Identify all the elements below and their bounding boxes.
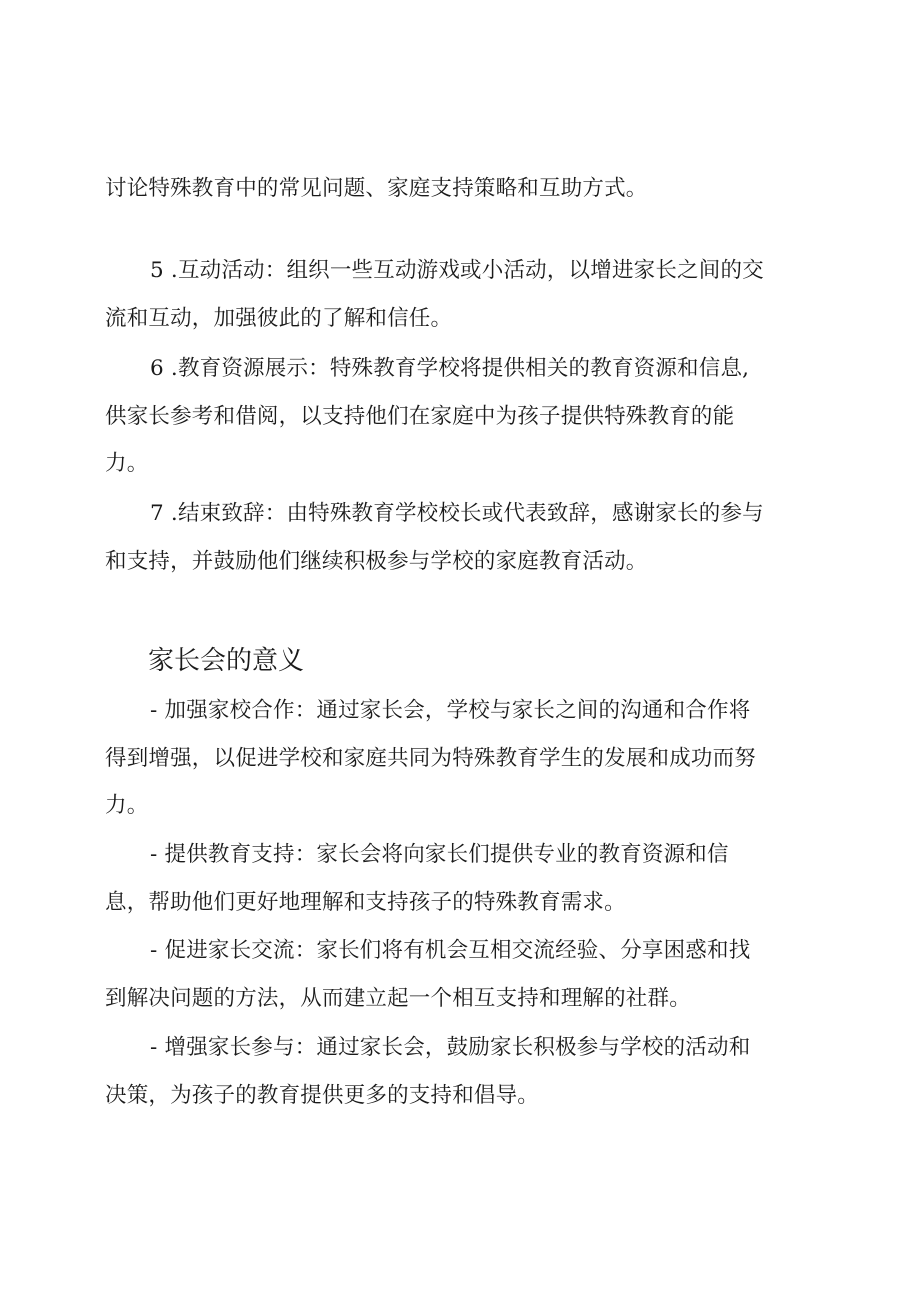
bullet-4-line-1: - 增强家长参与：通过家长会，鼓励家长积极参与学校的活动和 bbox=[150, 1035, 751, 1060]
bullet-1-line-3: 力。 bbox=[105, 793, 149, 818]
bullet-2-line-1: - 提供教育支持：家长会将向家长们提供专业的教育资源和信 bbox=[150, 842, 729, 867]
intro-paragraph-tail: 讨论特殊教育中的常见问题、家庭支持策略和互助方式。 bbox=[105, 176, 648, 201]
item-5-line-2: 流和互动，加强彼此的了解和信任。 bbox=[105, 306, 453, 331]
bullet-3-line-2: 到解决问题的方法，从而建立起一个相互支持和理解的社群。 bbox=[105, 986, 691, 1011]
item-6-line-2: 供家长参考和借阅，以支持他们在家庭中为孩子提供特殊教育的能 bbox=[105, 404, 735, 429]
bullet-1-line-1: - 加强家校合作：通过家长会，学校与家长之间的沟通和合作将 bbox=[150, 698, 751, 723]
item-7-line-2: 和支持，并鼓励他们继续积极参与学校的家庭教育活动。 bbox=[105, 549, 648, 574]
item-6-line-3: 力。 bbox=[105, 451, 149, 476]
bullet-3-line-1: - 促进家长交流：家长们将有机会互相交流经验、分享困惑和找 bbox=[150, 938, 751, 963]
bullet-1-line-2: 得到增强，以促进学校和家庭共同为特殊教育学生的发展和成功而努 bbox=[105, 746, 757, 771]
bullet-4-line-2: 决策，为孩子的教育提供更多的支持和倡导。 bbox=[105, 1083, 540, 1108]
item-5-line-1: 5 .互动活动：组织一些互动游戏或小活动，以增进家长之间的交 bbox=[150, 258, 764, 283]
bullet-2-line-2: 息，帮助他们更好地理解和支持孩子的特殊教育需求。 bbox=[105, 890, 626, 915]
item-7-line-1: 7 .结束致辞：由特殊教育学校校长或代表致辞，感谢家长的参与 bbox=[150, 501, 764, 526]
section-title: 家长会的意义 bbox=[148, 646, 305, 676]
item-6-line-1: 6 .教育资源展示：特殊教育学校将提供相关的教育资源和信息, bbox=[150, 356, 750, 381]
